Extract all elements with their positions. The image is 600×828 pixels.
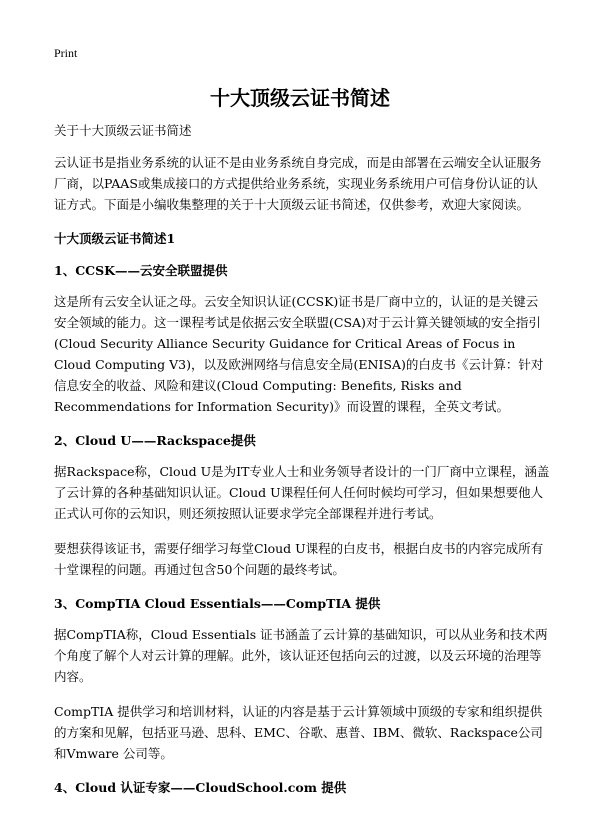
subsection-heading-comptia: 3、CompTIA Cloud Essentials——CompTIA 提供 bbox=[54, 596, 381, 611]
section-heading: 十大顶级云证书简述1 bbox=[54, 231, 176, 246]
print-label: Print bbox=[54, 46, 78, 60]
paragraph-ccsk: 这是所有云安全认证之母。云安全知识认证(CCSK)证书是厂商中立的，认证的是关键云安全领域的能力。这一课程考试是依据云安全联盟(CSA)对于云计算关键领域的安全指引(Cloud Security Alliance Security Guidance for Critical Areas of Focus in Cloud Computing V3)，以及欧洲网络与信息安全局(ENISA)的白皮书《云计算：针对信息安全的收益、风险和建议(Cloud Computing: Benefits, Risks and Recommendations for Information Security)》而设置的课程，全英文考试。 bbox=[54, 294, 544, 414]
document-body bbox=[54, 120, 550, 808]
document-title: 十大顶级云证书简述 bbox=[210, 86, 390, 110]
paragraph-comptia-2: CompTIA 提供学习和培训材料，认证的内容是基于云计算领域中顶级的专家和组织提供的方案和见解，包括亚马逊、思科、EMC、谷歌、惠普、IBM、微软、Rackspace公司和Vmware 公司等。 bbox=[54, 704, 543, 761]
document-subtitle: 关于十大顶级云证书简述 bbox=[54, 123, 192, 138]
subsection-heading-cloud-u: 2、Cloud U——Rackspace提供 bbox=[54, 433, 256, 448]
subsection-heading-cloudschool: 4、Cloud 认证专家——CloudSchool.com 提供 bbox=[54, 780, 347, 795]
intro-paragraph: 云认证书是指业务系统的认证不是由业务系统自身完成，而是由部署在云端安全认证服务厂商，以PAAS或集成接口的方式提供给业务系统，实现业务系统用户可信身份认证的认证方式。下面是小编收集整理的关于十大顶级云证书简述，仅供参考，欢迎大家阅读。 bbox=[54, 155, 542, 212]
subsection-heading-ccsk: 1、CCSK——云安全联盟提供 bbox=[54, 263, 228, 278]
paragraph-cloud-u-2: 要想获得该证书，需要仔细学习每堂Cloud U课程的白皮书，根据白皮书的内容完成所有十堂课程的问题。再通过包含50个问题的最终考试。 bbox=[54, 541, 544, 577]
paragraph-comptia-1: 据CompTIA称，Cloud Essentials 证书涵盖了云计算的基础知识，可以从业务和技术两个角度了解个人对云计算的理解。此外，该认证还包括向云的过渡，以及云环境的治理等内容。 bbox=[54, 627, 548, 684]
paragraph-cloud-u-1: 据Rackspace称，Cloud U是为IT专业人士和业务领导者设计的一门厂商中立课程，涵盖了云计算的各种基础知识认证。Cloud U课程任何人任何时候均可学习，但如果想要他人正式认可你的云知识，则还须按照认证要求学完全部课程并进行考试。 bbox=[54, 464, 550, 521]
